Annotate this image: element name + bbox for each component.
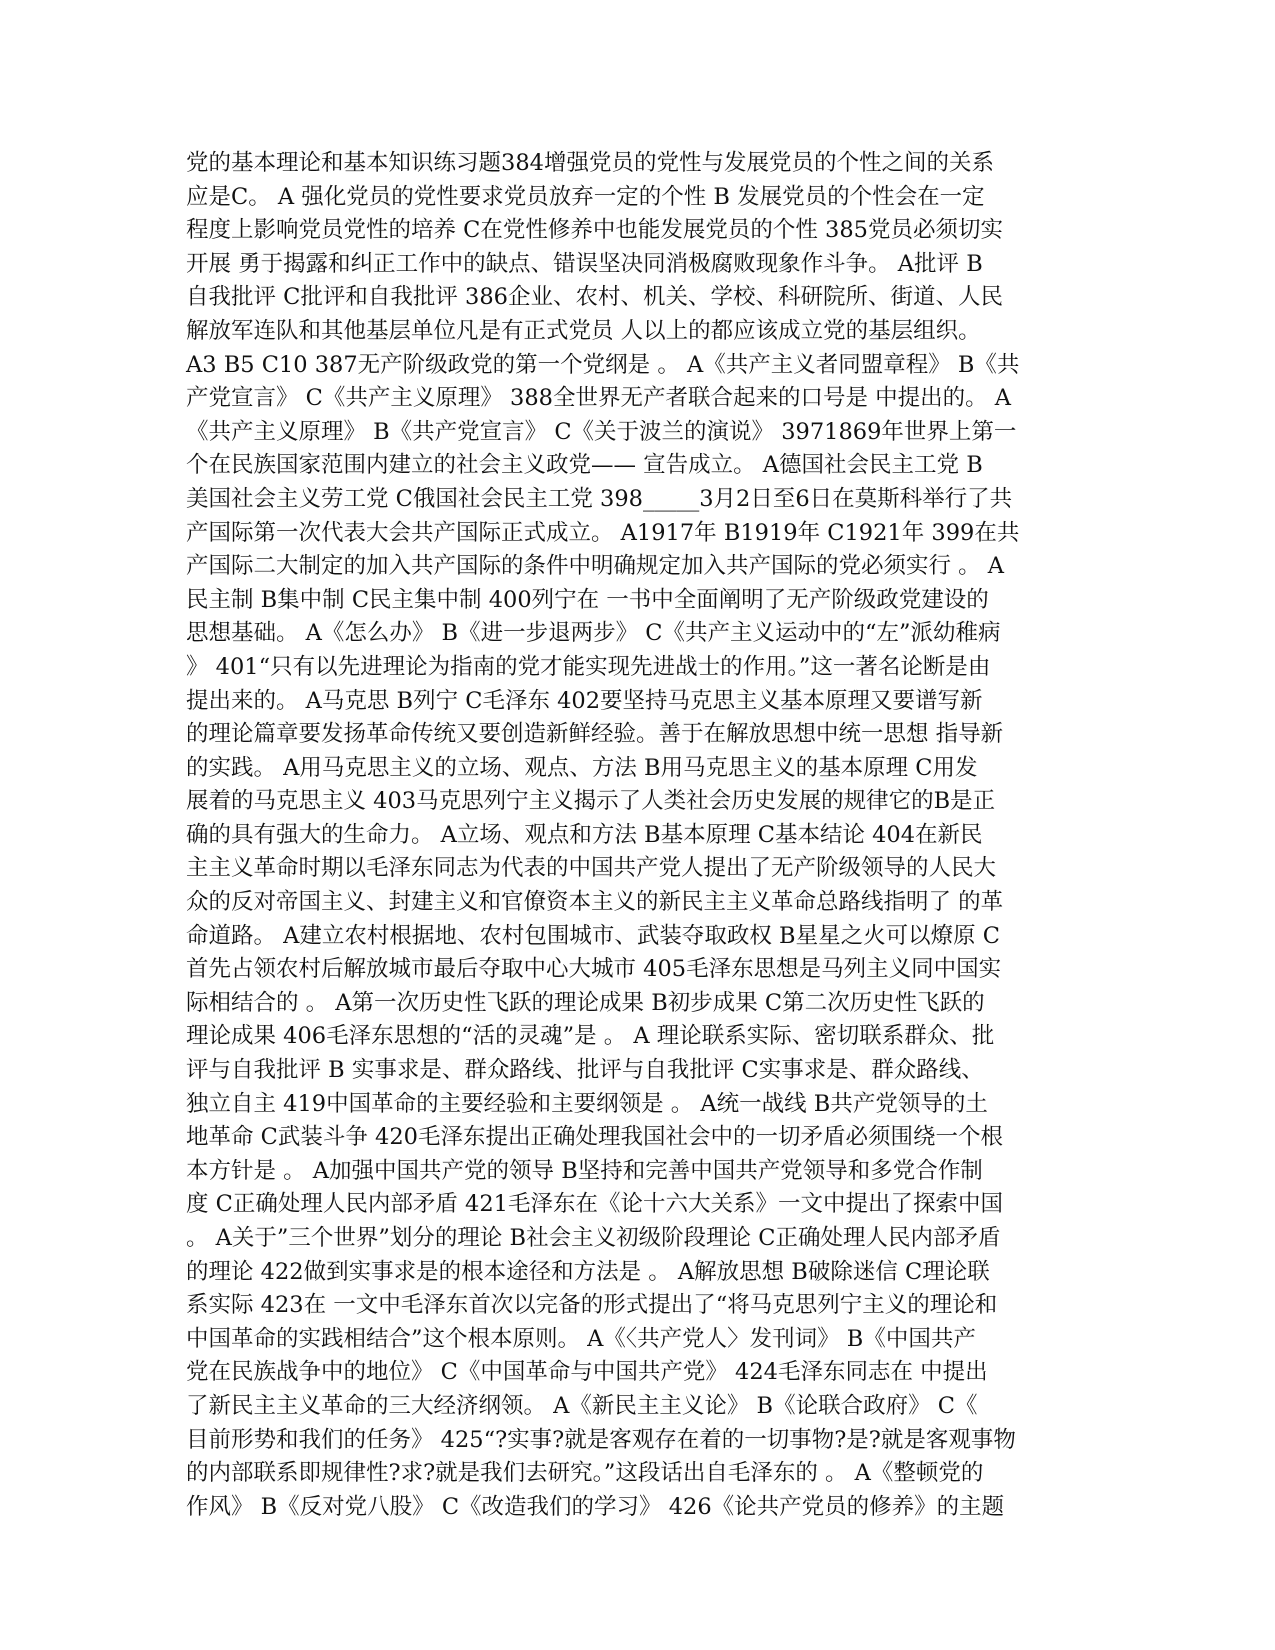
text-line: 度 C正确处理人民内部矛盾 421毛泽东在《论十六大关系》一文中提出了探索中国 [186, 1191, 1003, 1218]
text-line: 的内部联系即规律性?求?就是我们去研究。”这段话出自毛泽东的 。 A《整顿党的 [186, 1460, 984, 1487]
text-line: 产国际第一次代表大会共产国际正式成立。 A1917年 B1919年 C1921年 399在共 [186, 519, 1020, 546]
text-line: 系实际 423在 一文中毛泽东首次以完备的形式提出了“将马克思列宁主义的理论和 [186, 1292, 998, 1319]
text-line: 地革命 C武装斗争 420毛泽东提出正确处理我国社会中的一切矛盾必须围绕一个根 [186, 1124, 1003, 1151]
text-line: 自我批评 C批评和自我批评 386企业、农村、机关、学校、科研院所、街道、人民 [186, 284, 1003, 311]
text-line: 开展 勇于揭露和纠正工作中的缺点、错误坚决同消极腐败现象作斗争。 A批评 B [186, 250, 983, 277]
text-line: 》 401“只有以先进理论为指南的党才能实现先进战士的作用。”这一著名论断是由 [186, 653, 991, 680]
text-line: 的实践。 A用马克思主义的立场、观点、方法 B用马克思主义的基本原理 C用发 [186, 754, 978, 781]
text-line: 程度上影响党员党性的培养 C在党性修养中也能发展党员的个性 385党员必须切实 [186, 217, 1003, 244]
text-line: 民主制 B集中制 C民主集中制 400列宁在 一书中全面阐明了无产阶级政党建设的 [186, 586, 989, 613]
text-line: 独立自主 419中国革命的主要经验和主要纲领是 。 A统一战线 B共产党领导的土 [186, 1090, 988, 1117]
text-line: 。 A关于”三个世界”划分的理论 B社会主义初级阶段理论 C正确处理人民内部矛盾 [186, 1225, 1001, 1251]
text-line: 的理论篇章要发扬革命传统又要创造新鲜经验。善于在解放思想中统一思想 指导新 [186, 721, 1004, 748]
text-line: 确的具有强大的生命力。 A立场、观点和方法 B基本原理 C基本结论 404在新民 [186, 821, 983, 848]
text-line: 解放军连队和其他基层单位凡是有正式党员 人以上的都应该成立党的基层组织。 [186, 317, 981, 344]
text-line: 思想基础。 A《怎么办》 B《进一步退两步》 C《共产主义运动中的“左”派幼稚病 [186, 620, 1001, 647]
text-line: 美国社会主义劳工党 C俄国社会民主工党 398_____3月2日至6日在莫斯科举行了共 [186, 485, 1013, 512]
text-line: 主主义革命时期以毛泽东同志为代表的中国共产党人提出了无产阶级领导的人民大 [186, 855, 997, 882]
text-line: 评与自我批评 B 实事求是、群众路线、批评与自我批评 C实事求是、群众路线、 [186, 1057, 984, 1084]
text-line: 展着的马克思主义 403马克思列宁主义揭示了人类社会历史发展的规律它的B是正 [186, 788, 996, 815]
text-line: 了新民主主义革命的三大经济纲领。 A《新民主主义论》 B《论联合政府》 C《 [186, 1392, 978, 1419]
text-line: 产党宣言》 C《共产主义原理》 388全世界无产者联合起来的口号是 中提出的。 A [186, 385, 1012, 412]
text-line: 众的反对帝国主义、封建主义和官僚资本主义的新民主主义革命总路线指明了 的革 [186, 889, 1004, 916]
text-line: 的理论 422做到实事求是的根本途径和方法是 。 A解放思想 B破除迷信 C理论联 [186, 1258, 990, 1285]
text-line: 作风》 B《反对党八股》 C《改造我们的学习》 426《论共产党员的修养》的主题 [186, 1493, 1005, 1520]
text-line: 际相结合的 。 A第一次历史性飞跃的理论成果 B初步成果 C第二次历史性飞跃的 [186, 989, 985, 1016]
text-line: 中国革命的实践相结合”这个根本原则。 A《〈共产党人〉发刊词》 B《中国共产 [186, 1325, 976, 1352]
document-body [186, 147, 1086, 1524]
text-line: 应是C。 A 强化党员的党性要求党员放弃一定的个性 B 发展党员的个性会在一定 [186, 183, 985, 210]
text-line: 党的基本理论和基本知识练习题384增强党员的党性与发展党员的个性之间的关系 [186, 150, 994, 176]
text-line: 产国际二大制定的加入共产国际的条件中明确规定加入共产国际的党必须实行 。 A [186, 553, 1005, 580]
text-line: 首先占领农村后解放城市最后夺取中心大城市 405毛泽东思想是马列主义同中国实 [186, 956, 1002, 983]
text-line: 理论成果 406毛泽东思想的“活的灵魂”是 。 A 理论联系实际、密切联系群众、批 [186, 1023, 995, 1050]
text-line: 本方针是 。 A加强中国共产党的领导 B坚持和完善中国共产党领导和多党合作制 [186, 1157, 983, 1184]
text-line: 目前形势和我们的任务》 425“?实事?就是客观存在着的一切事物?是?就是客观事物 [186, 1426, 1016, 1453]
text-line: A3 B5 C10 387无产阶级政党的第一个党纲是 。 A《共产主义者同盟章程》 B《共 [186, 351, 1020, 378]
text-line: 《共产主义原理》 B《共产党宣言》 C《关于波兰的演说》 3971869年世界上第一 [186, 418, 1017, 445]
text-line: 个在民族国家范围内建立的社会主义政党—— 宣告成立。 A德国社会民主工党 B [186, 452, 983, 479]
text-line: 命道路。 A建立农村根据地、农村包围城市、武装夺取政权 B星星之火可以燎原 C [186, 922, 1000, 949]
text-line: 党在民族战争中的地位》 C《中国革命与中国共产党》 424毛泽东同志在 中提出 [186, 1359, 988, 1386]
text-line: 提出来的。 A马克思 B列宁 C毛泽东 402要坚持马克思主义基本原理又要谱写新 [186, 687, 983, 714]
